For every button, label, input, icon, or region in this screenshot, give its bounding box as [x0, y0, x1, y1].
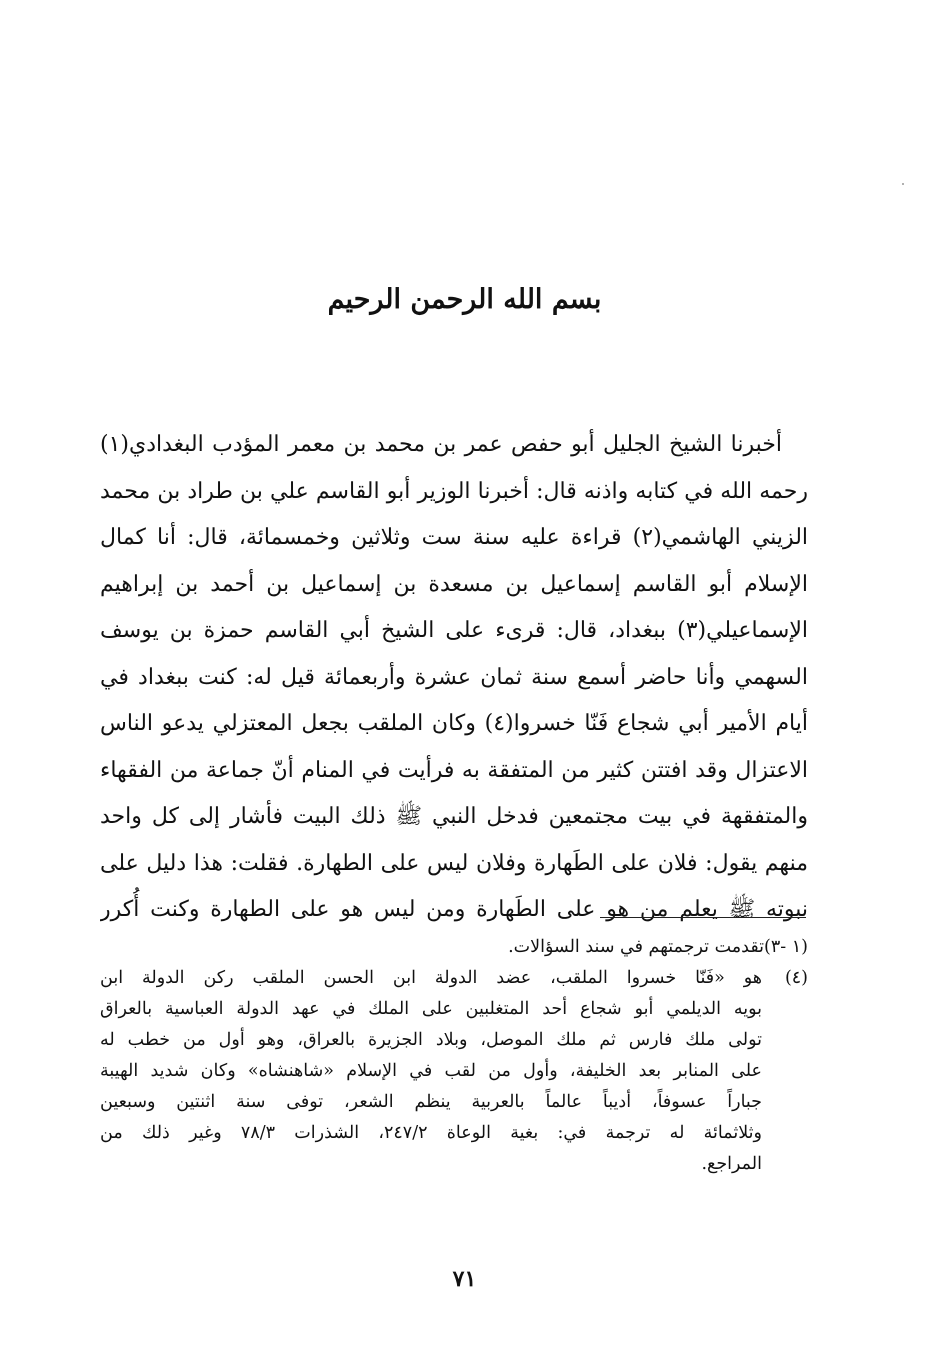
text-line: أخبرنا الشيخ الجليل أبو حفص عمر بن محمد بن معمر المؤدب البغدادي(١)	[100, 432, 782, 457]
text-line: السهمي وأنا حاضر أسمع سنة ثمان عشرة وأربعمائة قيل له: كنت ببغداد في	[100, 664, 808, 690]
footnote-4-body	[100, 963, 762, 1180]
footnote-line: هو «فَنّا خسروا الملقب، عضد الدولة ابن الحسن الملقب ركن الدولة ابن	[100, 968, 762, 988]
footnote-1-3: (١ -٣)تقدمت ترجمتهم في سند السؤالات.	[508, 937, 808, 957]
footnote-4	[100, 963, 808, 1180]
footnotes	[100, 932, 808, 1180]
footnote-line: وثلاثمائة له ترجمة في: بغية الوعاة ٢٤٧/٢، الشذرات ٧٨/٣ وغير ذلك من	[100, 1123, 762, 1143]
text-line: الإسماعيلي(٣) ببغداد، قال: قرىء على الشيخ أبي القاسم حمزة بن يوسف	[100, 618, 808, 643]
text-line: الإسلام أبو القاسم إسماعيل بن مسعدة بن إسماعيل بن أحمد بن إبراهيم	[100, 571, 808, 597]
text-line: الزيني الهاشمي(٢) قراءة عليه سنة ست وثلاثين وخمسمائة، قال: أنا كمال	[100, 525, 808, 550]
text-line: الاعتزال وقد افتتن كثير من المتفقة به فرأيت في المنام أنّ جماعة من الفقهاء	[100, 757, 808, 783]
footnote-line: المراجع.	[701, 1154, 762, 1174]
footnote-4-marker: (٤)	[784, 968, 808, 988]
scan-speck	[902, 183, 904, 185]
basmala-heading: بسم الله الرحمن الرحيم	[327, 284, 602, 315]
footnote-line: على المنابر بعد الخليفة، وأول من لقب في الإسلام «شاهنشاه» وكان شديد الهيبة	[100, 1061, 762, 1081]
footnote-line: بويه الديلمي أبو شجاع أحد المتغلبين على الملك في عهد الدولة العباسية بالعراق	[100, 999, 762, 1019]
text-line: نبوته ﷺ يعلم من هو على الطَهارة ومن ليس هو على الطهارة وكنت أُكرر	[100, 897, 808, 922]
text-line: والمتفقهة في بيت مجتمعين فدخل النبي ﷺ ذلك البيت فأشار إلى كل واحد	[100, 804, 808, 829]
text-line: رحمه الله في كتابه واذنه قال: أخبرنا الوزير أبو القاسم علي بن طراد بن محمد	[100, 478, 808, 504]
footnote-line: تولى ملك فارس ثم ملك الموصل، وبلاد الجزيرة بالعراق، وهو أول من خطب له	[100, 1030, 762, 1050]
text-line: منهم يقول: فلان على الطَهارة وفلان ليس على الطهارة. فقلت: هذا دليل على	[100, 850, 808, 876]
footnote-separator	[600, 917, 806, 918]
text-line: أيام الأمير أبي شجاع فَنّا خسروا(٤) وكان الملقب بجعل المعتزلي يدعو الناس	[100, 711, 808, 736]
footnote-line: جباراً عسوفاً، أديباً عالماً بالعربية ينظم الشعر، توفى سنة اثنتين وسبعين	[100, 1092, 762, 1112]
page-number: ٧١	[452, 1266, 477, 1292]
main-text	[100, 422, 808, 934]
